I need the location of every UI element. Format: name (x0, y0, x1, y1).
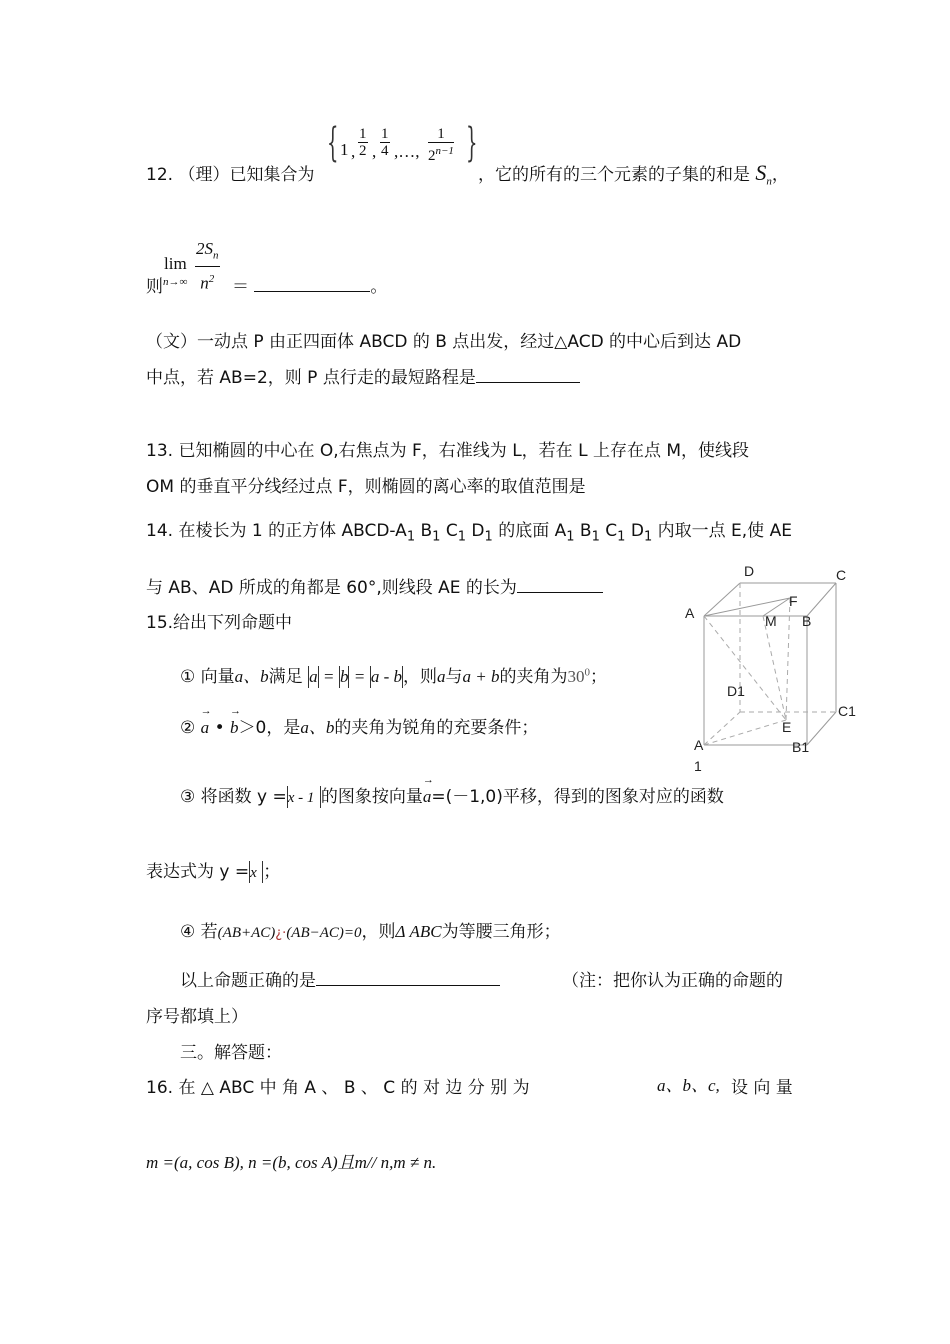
p1-angle: 的夹角为 (499, 667, 568, 687)
label-A1-digit: 1 (694, 758, 702, 774)
q13-line1: 13. 已知椭圆的中心在 O,右焦点为 F，右准线为 L，若在 L 上存在点 M，使线段 (146, 441, 750, 461)
p1-deg: 0 (584, 666, 591, 679)
q14-text-c: C (440, 521, 458, 541)
q14-text-d: D (466, 521, 485, 541)
q12-then: 则 (146, 277, 163, 297)
p2-gt: ＞0，是 (238, 718, 301, 738)
sub: 1 (566, 529, 575, 545)
label-D1: D1 (727, 683, 745, 699)
label-A1-letter: A (694, 737, 704, 753)
q14-text-b2: B (574, 521, 592, 541)
p1-a2: a (437, 667, 446, 686)
q12-line1 (146, 160, 314, 185)
q15-p1 (180, 662, 607, 688)
p1-yu: 与 (445, 667, 463, 687)
frac-den: 2 (359, 143, 367, 159)
label-C: C (836, 567, 847, 583)
q12-wen-line2 (146, 363, 580, 388)
label-F: F (789, 593, 798, 609)
den-base: 2 (428, 148, 436, 164)
p4-rest: 为等腰三角形； (441, 922, 561, 942)
frac-den (428, 143, 454, 164)
p1-mid: 满足 (268, 667, 303, 687)
label-C1: C1 (838, 703, 856, 719)
q12-comma: ， (771, 165, 789, 185)
p3-end: ； (263, 862, 281, 882)
p1-eq: = (354, 667, 365, 686)
set-left-brace: { (326, 120, 339, 166)
q15-p4 (180, 917, 561, 942)
section-3-heading: 三。解答题： (180, 1043, 282, 1063)
q15-answer-blank[interactable] (316, 969, 500, 986)
set-ellipsis: ,…, (394, 142, 420, 161)
set-frac-half (358, 126, 368, 159)
set-frac-last (428, 126, 454, 164)
label-A: A (685, 605, 695, 621)
frac-num: 1 (359, 126, 367, 142)
frac-den (195, 267, 220, 296)
q13-line2: OM 的垂直平分线经过点 F，则椭圆的离心率的取值范围是 (146, 477, 586, 497)
q15-p3 (180, 782, 724, 808)
den-exp: n−1 (435, 145, 454, 157)
p1-b: b (339, 667, 349, 686)
q12-S-sub: n (766, 175, 772, 188)
p1-amb: a - b (370, 667, 403, 686)
q12-after-set-text: ，它的所有的三个元素的子集的和是 (478, 165, 750, 185)
p1-apb: a + b (462, 667, 500, 686)
num-sub: n (213, 249, 219, 262)
sub: 1 (484, 529, 493, 545)
q12-limit-fraction (195, 238, 220, 296)
q12-wen-line1: （文）一动点 P 由正四面体 ABCD 的 B 点出发，经过△ACD 的中心后到达 AD (146, 332, 742, 352)
sub: 1 (617, 529, 626, 545)
q12-wen-blank[interactable] (476, 366, 580, 383)
sub: 1 (643, 529, 653, 545)
answer-pre: 以上命题正确的是 (180, 971, 316, 991)
p4-garble: ¿· (275, 926, 287, 941)
segment-M-E (763, 616, 786, 720)
q12-li-tag: （理）已知集合为 (178, 165, 315, 185)
frac-num: 1 (381, 126, 389, 142)
p3-abs: x - 1 (287, 790, 315, 806)
segment-A-E (704, 616, 786, 720)
q15-p2 (180, 713, 538, 738)
q14-text-tail: 内取一点 E,使 AE (652, 521, 792, 541)
q14-text-a: 14. 在棱长为 1 的正方体 ABCD-A (146, 521, 407, 541)
p3-mid: 的图象按向量 (320, 787, 423, 807)
q15-note2: 序号都填上） (146, 1007, 248, 1027)
sub: 1 (406, 529, 416, 545)
segment-A1-E (704, 720, 786, 745)
q12-end: 。 (370, 277, 388, 297)
q15-note: （注：把你认为正确的命题的 (562, 971, 783, 991)
p3-rest: =(－1,0)平移，得到的图象对应的函数 (431, 787, 724, 807)
edge-C-B (807, 583, 836, 616)
label-B: B (802, 613, 812, 629)
q14-text-d2: D (625, 521, 644, 541)
p4-expr2: (AB−AC)=0 (286, 925, 362, 941)
frac-num: 1 (428, 126, 454, 143)
p1-a: a (309, 667, 318, 686)
den-sup: 2 (208, 273, 215, 286)
q15-answer-row (180, 966, 500, 991)
q16-line1-post: 设 向 量 (731, 1078, 793, 1098)
num-text: 2S (196, 239, 213, 258)
q14-answer-blank[interactable] (517, 576, 603, 593)
cube-diagram (680, 560, 860, 780)
label-M: M (765, 613, 777, 629)
q12-equals-row (232, 272, 387, 297)
p3-abs2: x (250, 865, 257, 881)
p2-pre: ② (180, 718, 196, 738)
set-comma: , (351, 142, 356, 161)
q15-p3-line2 (146, 857, 280, 883)
p1-end: ； (590, 667, 608, 687)
frac-den: 4 (381, 143, 389, 159)
p2-vec-a: → a (201, 718, 210, 738)
q12-number: 12. (146, 165, 174, 185)
set-right-brace: } (465, 120, 478, 166)
abs-bar (348, 666, 349, 688)
q14-text-b: B (415, 521, 433, 541)
label-B1: B1 (792, 739, 810, 755)
frac-num (195, 238, 220, 267)
p1-pre: ① 向量 (180, 667, 235, 687)
q14-text-c2: C (599, 521, 618, 541)
p1-then: ，则 (403, 667, 438, 687)
p4-tri: Δ ABC (395, 922, 442, 941)
q16-line1: 16. 在 △ ABC 中 角 A 、 B 、 C 的 对 边 分 别 为 (146, 1078, 530, 1098)
q12-lim-sub: n→∞ (163, 276, 188, 288)
set-item-1: 1 (340, 140, 349, 159)
q14-line2 (146, 573, 603, 598)
p4-expr1: (AB+AC) (217, 925, 276, 941)
q16-line2: m =(a, cos B), n =(b, cos A)且m// n,m ≠ n. (146, 1153, 437, 1172)
q12-answer-blank[interactable] (254, 275, 370, 292)
sub: 1 (432, 529, 441, 545)
hidden-edge-A1-D1 (704, 712, 740, 745)
p4-pre: ④ 若 (180, 922, 218, 942)
q12-after-set (478, 160, 789, 187)
q14-line2-text: 与 AB、AD 所成的角都是 60°,则线段 AE 的长为 (146, 578, 517, 598)
p1-ab: a、b (234, 667, 269, 686)
p3-pre: ③ 将函数 y = (180, 787, 287, 807)
label-E: E (782, 719, 792, 735)
label-D: D (744, 563, 755, 579)
p4-then: ，则 (361, 922, 396, 942)
q12-wen-text: 中点，若 AB=2，则 P 点行走的最短路程是 (146, 368, 476, 388)
q14-line1 (146, 516, 792, 544)
p1-30: 30 (567, 667, 585, 686)
q16-abc: a、b、c, (657, 1076, 720, 1095)
p2-ab: a、b (300, 718, 335, 737)
q15-title: 15.给出下列命题中 (146, 613, 293, 633)
sub: 1 (457, 529, 467, 545)
sub: 1 (591, 529, 600, 545)
den-text: n (200, 274, 209, 294)
p2-dot: • (214, 718, 225, 738)
p2-vec-b: → b (230, 718, 239, 738)
edge-B1-C1 (807, 712, 836, 745)
p3-vec-a: → a (423, 787, 432, 807)
q12-frac (195, 238, 220, 296)
q12-lim: lim (164, 254, 187, 273)
p3-line2-pre: 表达式为 y = (146, 862, 250, 882)
p2-rest: 的夹角为锐角的充要条件； (334, 718, 539, 738)
p1-eq: = (323, 667, 334, 686)
set-comma: , (372, 142, 377, 161)
edge-A-D (704, 583, 740, 616)
q12-S: S (755, 160, 767, 185)
abs-bar (318, 666, 319, 688)
q14-text-mid: 的底面 A (492, 521, 567, 541)
set-frac-quarter (380, 126, 390, 159)
q12-equals: ＝ (232, 277, 249, 297)
